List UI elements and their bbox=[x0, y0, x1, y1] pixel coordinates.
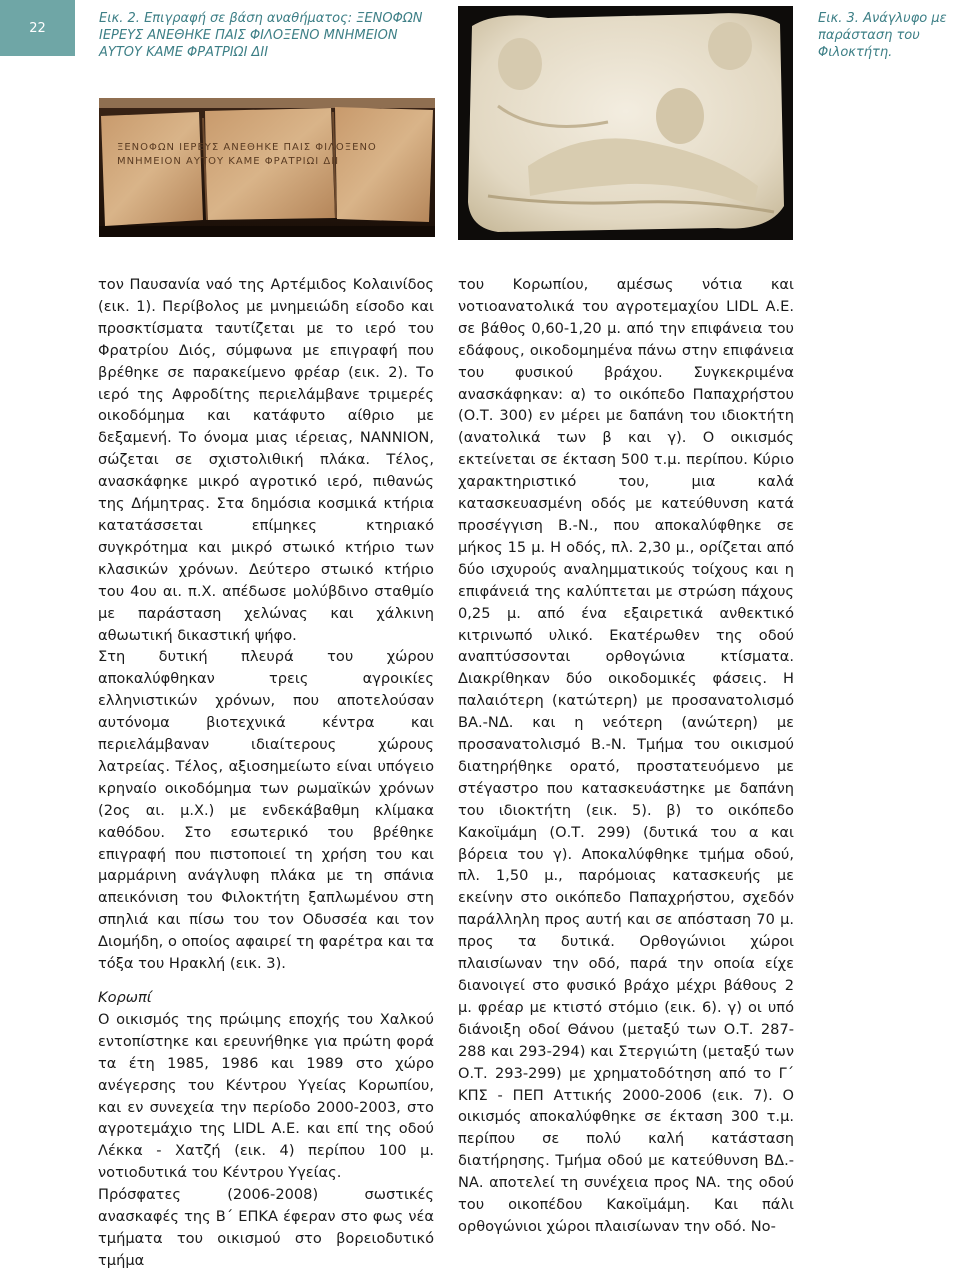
paragraph: του Κορωπίου, αμέσως νότια και νοτιοανατολικά του αγροτεμαχίου LIDL Α.Ε. σε βάθος 0,60-1,20 μ. από την επιφάνεια του εδάφους, οικοδομημένα πάνω στην επιφάνεια του φυσικού βράχου. Συγκεκριμένα ανασκάφηκαν: α) το οικόπεδο Παπαχρήστου (Ο.Τ. 300) εν μέρει με δαπάνη του ιδιοκτήτη (ανατολικά των β και γ). Ο οικισμός εκτείνεται σε έκταση 500 τ.μ. περίπου. Κύριο χαρακτηριστικό του, μια καλά κατασκευασμένη οδός με κατεύθυνση κατά προσέγγιση Β.-Ν., που αποκαλύφθηκε σε μήκος 15 μ. Η οδός, πλ. 2,30 μ., ορίζεται από δύο ισχυρούς αναλημματικούς τοίχους και η επιφάνειά της καλύπτεται με στρώση πάχους 0,25 μ. από ένα εξαιρετικά ανθεκτικό κιτρινωπό υλικό. Εκατέρωθεν της οδού αναπτύσσονται ορθογώνια κτίσματα. Διακρίθηκαν δύο οικοδομικές φάσεις. Η παλαιότερη (κατώτερη) με προσανατολισμό ΒΑ.-ΝΔ. και η νεότερη (ανώτερη) με προσανατολισμό Β.-Ν. Τμήμα του οικισμού διατηρήθηκε ορατό, προστατευόμενο με στέγαστρο που κατασκευάστηκε με δαπάνη του ιδιοκτήτη (εικ. 5). β) το οικόπεδο Κακοϊμάμη (Ο.Τ. 299) (δυτικά του α και βόρεια του γ). Αποκαλύφθηκε τμήμα οδού, πλ. 1,50 μ., παρόμοιας κατασκευής με εκείνην στο οικόπεδο Παπαχρήστου, σχεδόν παράλληλη προς αυτή και σε απόσταση 70 μ. προς τα δυτικά. Ορθογώνιοι χώροι πλαισίωναν την οδό, παρά την οποία είχε διανοιγεί στο φυσικό βράχο μέχρι βάθους 2 μ. φρέαρ με κτιστό στόμιο (εικ. 6). γ) οι υπό διάνοιξη οδοί Θάνου (μεταξύ των Ο.Τ. 287-288 και 293-294) και Στεργιώτη (μεταξύ των Ο.Τ. 293-299) με χρηματοδότηση από το Γ΄ ΚΠΣ - ΠΕΠ Αττικής 2000-2006 (εικ. 7). Ο οικισμός αποκαλύφθηκε σε έκταση 300 τ.μ. περίπου σε πολύ καλή κατάσταση διατήρησης. Τμήμα οδού με κατεύθυνση ΒΔ.-ΝΑ. αποτελεί τη συνέχεια προς ΝΑ. της οδού του οικοπέδου Κακοϊμάμη. Και πάλι ορθογώνιοι χώροι πλαισίωναν την οδό. Νο- bbox=[458, 276, 794, 1235]
section-heading-koropi: Κορωπί bbox=[98, 989, 152, 1006]
figure-2-caption: Εικ. 2. Επιγραφή σε βάση αναθήματος: ΞΕΝΟΦΩΝ ΙΕΡΕΥΣ ΑΝΕΘΗΚΕ ΠΑΙΣ ΦΙΛΟΞΕΝΟ ΜΝΗΜΕΙΟΝ ΑΥΤΟΥ ΚΑΜΕ ΦΡΑΤΡΙΩΙ ΔΙΙ bbox=[99, 11, 423, 60]
paragraph: Πρόσφατες (2006-2008) σωστικές ανασκαφές της Β΄ ΕΠΚΑ έφεραν στο φως νέα τμήματα του οικισμού στο βορειοδυτικό τμήμα bbox=[98, 1186, 434, 1269]
inscription-line-2: ΜΝΗΜΕΙΟΝ ΑΥΤΟΥ ΚΑΜΕ ΦΡΑΤΡΙΩΙ ΔΙΙ bbox=[117, 156, 340, 167]
left-text-column bbox=[98, 274, 434, 1272]
figure-3-caption: Εικ. 3. Ανάγλυφο με παράσταση του Φιλοκτήτη. bbox=[818, 11, 947, 60]
figure-2-inscription-photo bbox=[99, 98, 435, 237]
figure-3-relief-photo bbox=[458, 6, 793, 240]
inscription-line-1: ΞΕΝΟΦΩΝ ΙΕΡΕΥΣ ΑΝΕΘΗΚΕ ΠΑΙΣ ΦΙΛΟΞΕΝΟ bbox=[117, 142, 377, 153]
page-number-tab bbox=[0, 0, 75, 56]
right-text-column bbox=[458, 274, 794, 1238]
paragraph: Ο οικισμός της πρώιμης εποχής του Χαλκού εντοπίστηκε και ερευνήθηκε για πρώτη φορά τα έτη 1985, 1986 και 1989 στο χώρο ανέγερσης του Κέντρου Υγείας Κορωπίου, και εν συνεχεία την περίοδο 2000-2003, στο αγροτεμάχιο της LIDL Α.Ε. και επί της οδού Λέκκα - Χατζή (εικ. 4) περίπου 100 μ. νοτιοδυτικά του Κέντρου Υγείας. bbox=[98, 1010, 434, 1182]
page-number: 22 bbox=[29, 20, 46, 36]
paragraph: Στη δυτική πλευρά του χώρου αποκαλύφθηκαν τρεις αγροικίες ελληνιστικών χρόνων, που αποτελούσαν αυτόνομα βιοτεχνικά κέντρα και περιελάμβαναν ιδιαίτερους χώρους λατρείας. Τέλος, αξιοσημείωτο είναι υπόγειο κρηναίο οικοδόμημα των ρωμαϊκών χρόνων (2ος αι. μ.Χ.) με ενδεκάβαθμη κλίμακα καθόδου. Στο εσωτερικό του βρέθηκε επιγραφή που πιστοποιεί τη χρήση του και μαρμάρινη ανάγλυφη πλάκα με τη σπάνια απεικόνιση του Φιλοκτήτη ξαπλωμένου στη σπηλιά και πίσω του τον Οδυσσέα και τον Διομήδη, ο οποίος αφαιρεί τη φαρέτρα και τα τόξα του Ηρακλή (εικ. 3). bbox=[98, 648, 434, 973]
paragraph: τον Παυσανία ναό της Αρτέμιδος Κολαινίδος (εικ. 1). Περίβολος με μνημειώδη είσοδο και προσκτίσματα ταυτίζεται με το ιερό του Φρατρίου Διός, σύμφωνα με επιγραφή που βρέθηκε σε παρακείμενο φρέαρ (εικ. 2). Το ιερό της Αφροδίτης περιελάμβανε τριμερές οικοδόμημα και κατάφυτο αίθριο με δεξαμενή. Το όνομα μιας ιέρειας, ΝΑΝΝΙΟΝ, σώζεται σε σχιστολιθική πλάκα. Τέλος, ανασκάφηκε μικρό αγροτικό ιερό, πιθανώς της Δήμητρας. Στα δημόσια κοσμικά κτήρια κατατάσσεται επίμηκες κτηριακό συγκρότημα και μικρό στωικό κτήριο των κλασικών χρόνων. Δεύτερο στωικό κτήριο του 4ου αι. π.Χ. απέδωσε μολύβδινο σταθμίο με παράσταση χελώνας και χάλκινη αθωωτική δικαστική ψήφο. bbox=[98, 276, 434, 644]
